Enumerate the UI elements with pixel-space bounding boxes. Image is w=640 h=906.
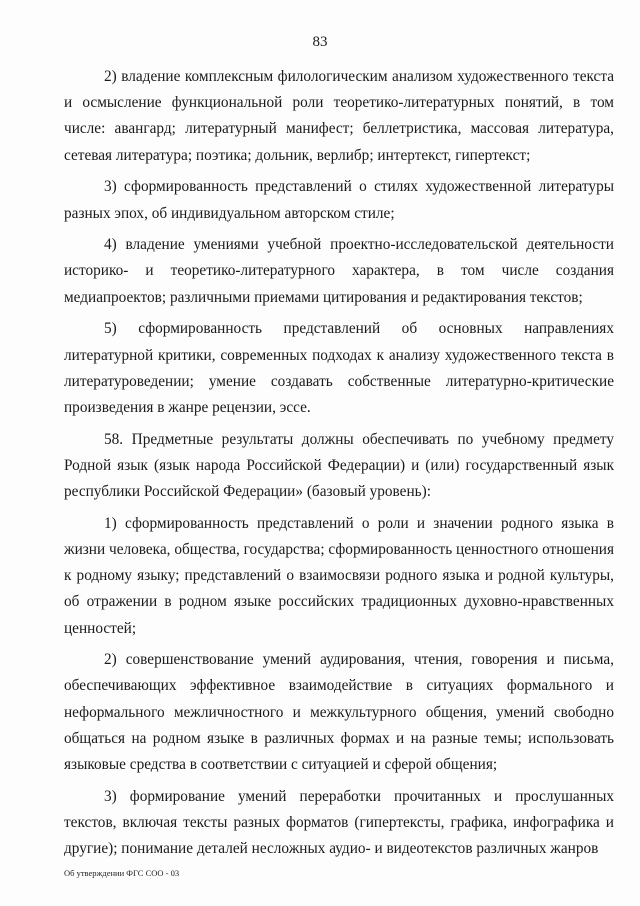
document-footer: Об утверждении ФГС СОО - 03 [64,868,180,878]
paragraph-item-2: 2) владение комплексным филологическим анализом художественного текста и осмысление функциональной роли теоретико-литературных понятий, в том числе: авангард; литературный манифест; беллетристика, массовая литература, сетевая литература; поэтика; дольник, верлибр; интертекст, гипертекст; [64,68,614,164]
paragraph-subitem-2: 2) совершенствование умений аудирования, чтения, говорения и письма, обеспечивающих эффективное взаимодействие в ситуациях формального и неформального межличностного и межкультурного общения, умений свободно общаться на родном языке в различных формах и на разные темы; использовать языковые средства в соответствии с ситуацией и сферой общения; [64,651,614,774]
page-body [64,64,614,868]
paragraph-item-5: 5) сформированность представлений об основных направлениях литературной критики, современных подходах к анализу художественного текста в литературоведении; умение создавать собственные литературно-критические произведения в жанре рецензии, эссе. [64,320,614,416]
page-number: 83 [312,34,328,50]
paragraph-subitem-3: 3) формирование умений переработки прочитанных и прослушанных текстов, включая тексты разных форматов (гипертексты, графика, инфографика и другие); понимание деталей несложных аудио- и видеотекстов различных жанров [64,787,614,858]
paragraph-subitem-1: 1) сформированность представлений о роли и значении родного языка в жизни человека, общества, государства; сформированность ценностного отношения к родному языку; представлений о взаимосвязи родного языка и родной культуры, об отражении в родном языке российских традиционных духовно-нравственных ценностей; [64,514,615,637]
paragraph-item-4: 4) владение умениями учебной проектно-исследовательской деятельности историко- и теоретико-литературного характера, в том числе создания медиапроектов; различными приемами цитирования и редактирования текстов; [64,236,614,306]
paragraph-section-58: 58. Предметные результаты должны обеспечивать по учебному предмету Родной язык (язык народа Российской Федерации) и (или) государственный язык республики Российской Федерации» (базовый уровень): [64,430,614,501]
paragraph-item-3: 3) сформированность представлений о стилях художественной литературы разных эпох, об индивидуальном авторском стиле; [64,178,614,222]
